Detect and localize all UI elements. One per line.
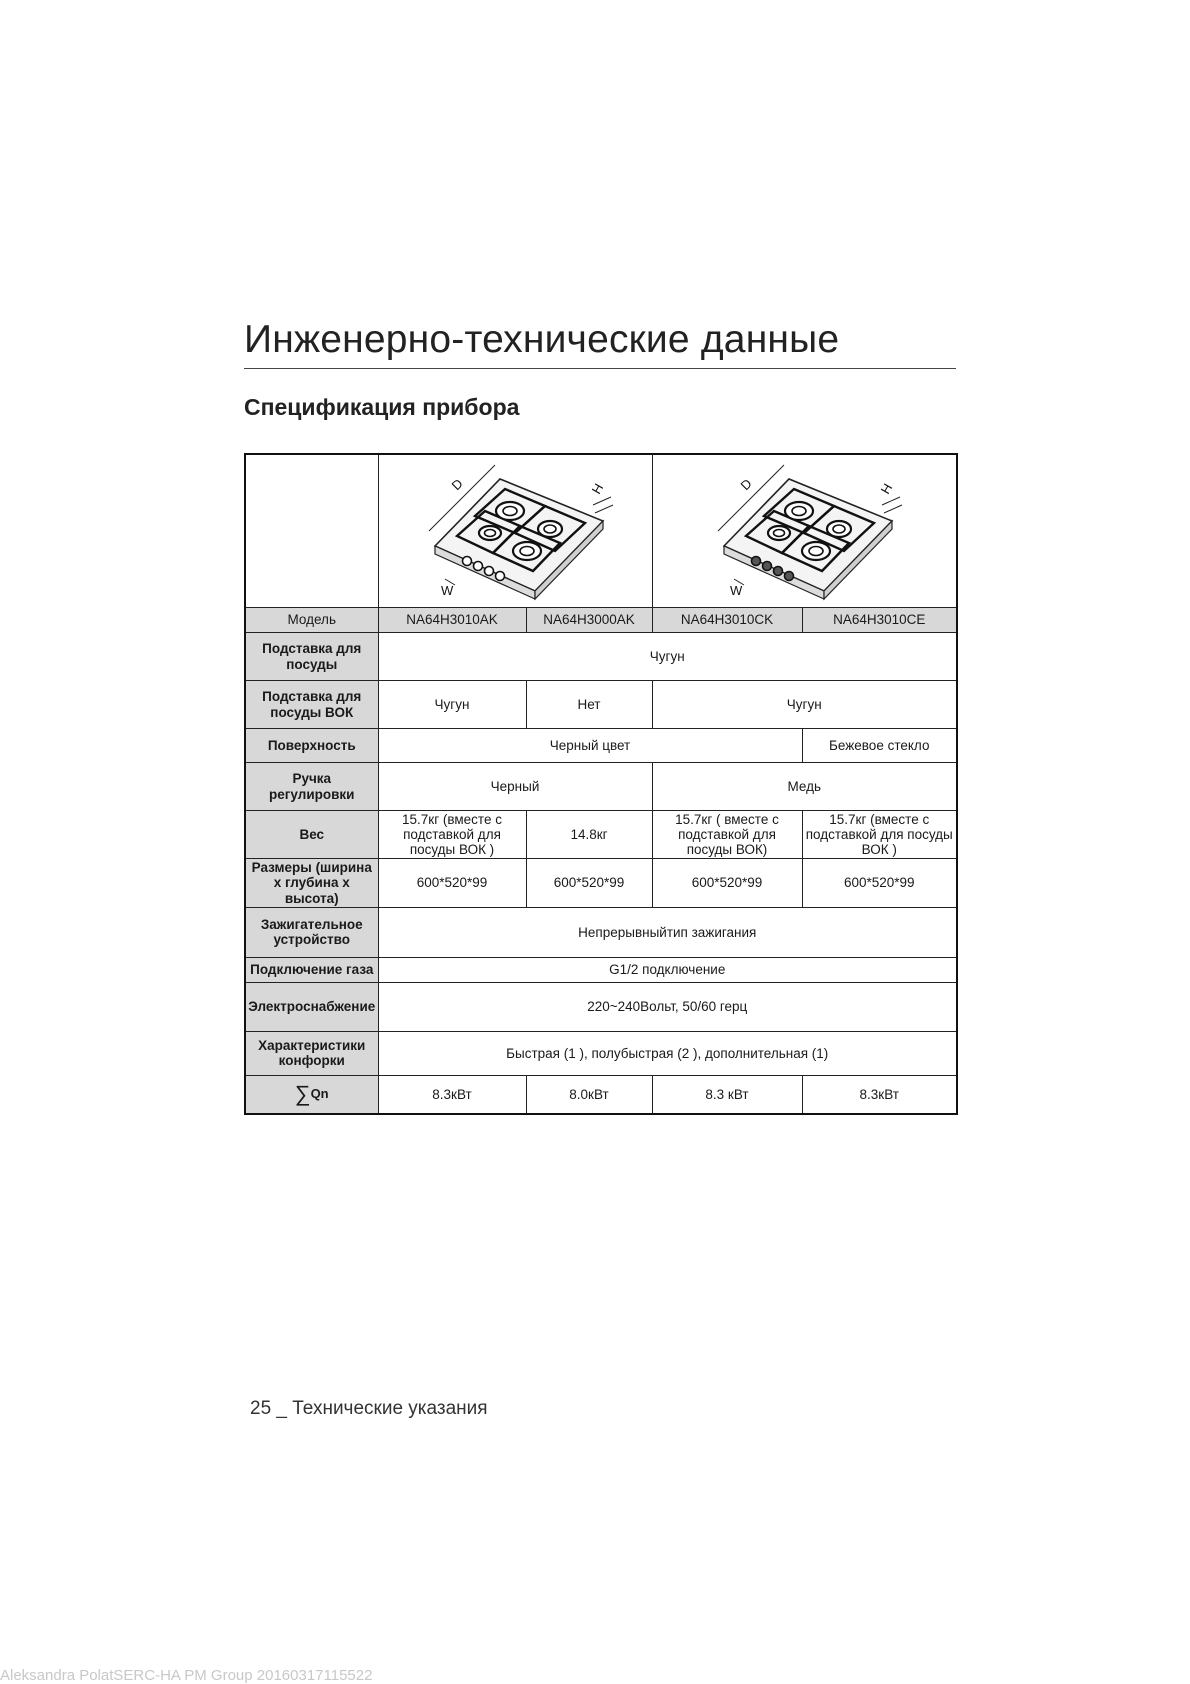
table-row-ignition (245, 907, 957, 957)
row-label-burners: Характеристики конфорки (245, 1031, 378, 1075)
table-row-dimensions (245, 859, 957, 907)
table-row-weight (245, 811, 957, 859)
surface-value: Бежевое стекло (802, 729, 957, 763)
knob-value: Медь (652, 763, 957, 811)
pan-support-value: Чугун (378, 633, 957, 681)
cooktop-drawing-icon (415, 461, 615, 601)
section-subtitle: Спецификация прибора (244, 394, 520, 420)
row-label-total-power (245, 1075, 378, 1114)
total-power-value: 8.3 кВт (652, 1075, 802, 1114)
hob-image-left (378, 454, 652, 608)
gas-value: G1/2 подключение (378, 957, 957, 982)
dimensions-value: 600*520*99 (802, 859, 957, 907)
row-label-power: Электроснабжение (245, 982, 378, 1031)
table-row-total-power (245, 1075, 957, 1114)
row-label-weight: Вес (245, 811, 378, 859)
model-cell: NA64H3010CK (652, 608, 802, 633)
page-footer: 25 _ Технические указания (250, 1398, 488, 1419)
table-row-wok-support (245, 681, 957, 729)
row-label-pan-support: Подставка для посуды (245, 633, 378, 681)
cooktop-drawing-icon (704, 461, 904, 601)
weight-value: 15.7кг (вместе с подставкой для посуды ВОК ) (378, 811, 526, 859)
burners-value: Быстрая (1 ), полубыстрая (2 ), дополнительная (1) (378, 1031, 957, 1075)
dimension-h-label: H (588, 480, 607, 497)
ignition-value: Непрерывныйтип зажигания (378, 907, 957, 957)
dimension-h-label: H (877, 480, 896, 497)
table-row-burners (245, 1031, 957, 1075)
wok-support-value: Чугун (652, 681, 957, 729)
spec-table (244, 453, 958, 1115)
power-value: 220~240Вольт, 50/60 герц (378, 982, 957, 1031)
page-title: Инженерно-технические данные (244, 318, 840, 361)
sigma-icon: ∑ (294, 1081, 311, 1107)
row-label-ignition: Зажигательное устройство (245, 907, 378, 957)
table-row-gas (245, 957, 957, 982)
table-row-images (245, 454, 957, 608)
model-cell: NA64H3010CE (802, 608, 957, 633)
surface-value: Черный цвет (378, 729, 802, 763)
dimensions-value: 600*520*99 (652, 859, 802, 907)
model-cell: NA64H3010AK (378, 608, 526, 633)
watermark: Aleksandra PolatSERC-HA PM Group 20160317115522 (0, 1667, 373, 1684)
row-label-surface: Поверхность (245, 729, 378, 763)
wok-support-value: Чугун (378, 681, 526, 729)
title-divider (244, 368, 956, 369)
qn-label: Qn (310, 1086, 329, 1102)
hob-image-right (652, 454, 957, 608)
table-row-power (245, 982, 957, 1031)
weight-value: 15.7кг ( вместе с подставкой для посуды ВОК) (652, 811, 802, 859)
row-label-wok-support: Подставка для посуды ВОК (245, 681, 378, 729)
table-row-model (245, 608, 957, 633)
dimensions-value: 600*520*99 (378, 859, 526, 907)
dimension-d-label: D (448, 475, 466, 494)
dimensions-value: 600*520*99 (526, 859, 652, 907)
total-power-value: 8.3кВт (802, 1075, 957, 1114)
total-power-value: 8.0кВт (526, 1075, 652, 1114)
dimension-w-label: W (441, 583, 454, 598)
table-row-surface (245, 729, 957, 763)
dimension-w-label: W (730, 583, 743, 598)
wok-support-value: Нет (526, 681, 652, 729)
dimension-d-label: D (737, 475, 756, 494)
image-header-blank (245, 454, 378, 608)
table-row-pan-support (245, 633, 957, 681)
weight-value: 14.8кг (526, 811, 652, 859)
row-label-knob: Ручка регулировки (245, 763, 378, 811)
row-label-model: Модель (245, 608, 378, 633)
weight-value: 15.7кг (вместе с подставкой для посуды ВОК ) (802, 811, 957, 859)
model-cell: NA64H3000AK (526, 608, 652, 633)
row-label-gas: Подключение газа (245, 957, 378, 982)
total-power-value: 8.3кВт (378, 1075, 526, 1114)
knob-value: Черный (378, 763, 652, 811)
table-row-knob (245, 763, 957, 811)
row-label-dimensions: Размеры (ширина x глубина x высота) (245, 859, 378, 907)
